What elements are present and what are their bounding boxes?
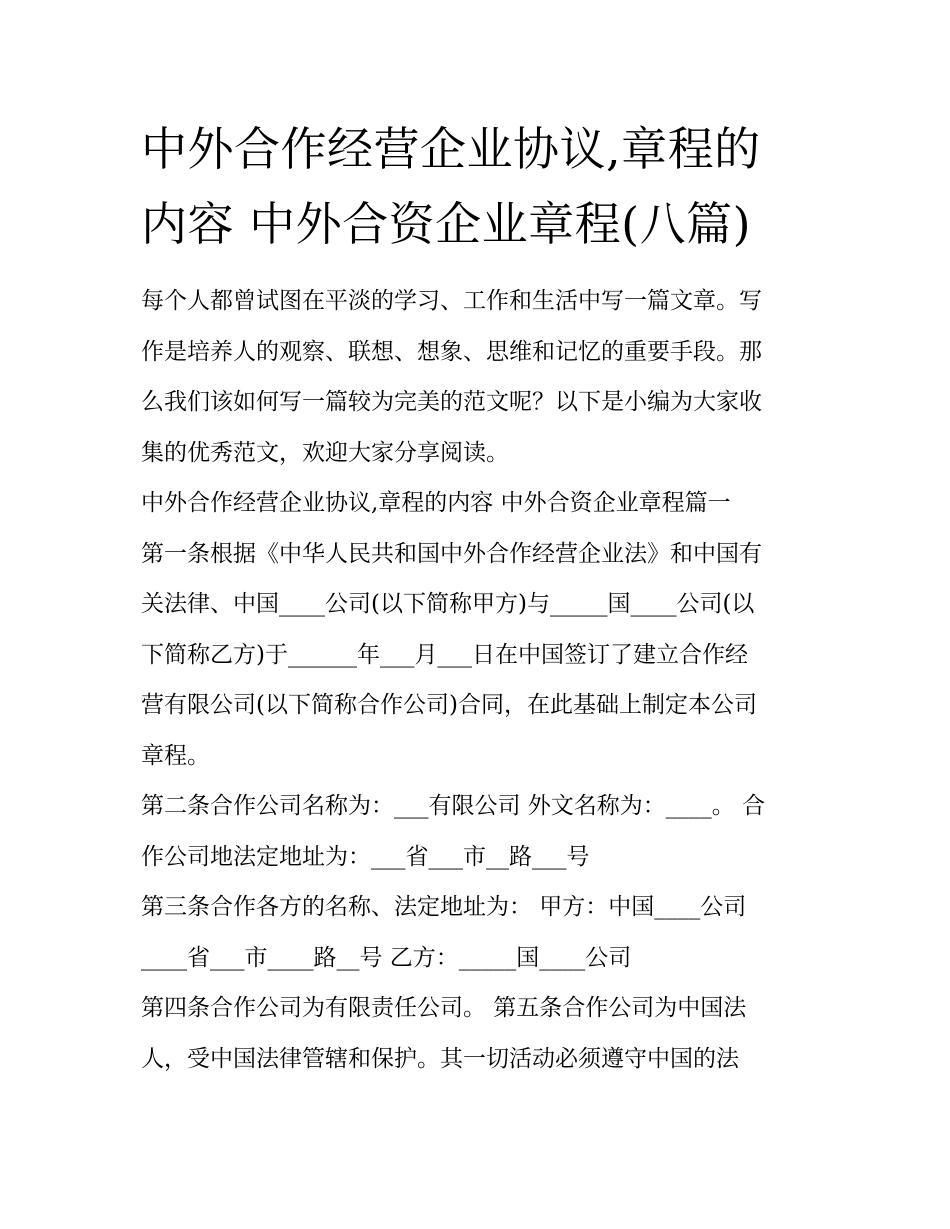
body-line: 关法律、中国____公司(以下简称甲方)与_____国____公司(以 bbox=[141, 591, 755, 617]
body-line: ____省___市____路__号 乙方：_____国____公司 bbox=[141, 944, 632, 971]
title-line: 内容 中外合资企业章程(八篇) bbox=[141, 197, 752, 251]
body-line: 作是培养人的观察、联想、想象、思维和记忆的重要手段。那 bbox=[141, 338, 762, 365]
section-heading: 中外合作经营企业协议,章程的内容 中外合资企业章程篇一 bbox=[141, 490, 731, 516]
body-line: 营有限公司(以下简称合作公司)合同，在此基础上制定本公司 bbox=[141, 692, 757, 718]
body-line: 第三条合作各方的名称、法定地址为： 甲方：中国____公司 bbox=[141, 894, 747, 920]
title-line: 中外合作经营企业协议,章程的 bbox=[141, 122, 761, 176]
document-page bbox=[141, 112, 831, 1084]
document-body bbox=[141, 276, 831, 1084]
body-line: 人，受中国法律管辖和保护。其一切活动必须遵守中国的法 bbox=[141, 1045, 739, 1072]
body-line: 章程。 bbox=[141, 742, 210, 769]
body-line: 第一条根据《中华人民共和国中外合作经营企业法》和中国有 bbox=[141, 540, 762, 567]
body-line: 第四条合作公司为有限责任公司。 第五条合作公司为中国法 bbox=[141, 995, 747, 1021]
body-line: 集的优秀范文，欢迎大家分享阅读。 bbox=[141, 439, 509, 466]
body-line: 么我们该如何写一篇较为完美的范文呢？以下是小编为大家收 bbox=[141, 389, 762, 415]
body-line: 下简称乙方)于______年___月___日在中国签订了建立合作经 bbox=[141, 641, 748, 668]
body-line: 作公司地法定地址为：___省___市__路___号 bbox=[141, 843, 590, 870]
body-line: 每个人都曾试图在平淡的学习、工作和生活中写一篇文章。写 bbox=[141, 288, 762, 314]
body-line: 第二条合作公司名称为：___有限公司 外文名称为：____。 合 bbox=[141, 793, 766, 819]
document-title bbox=[141, 112, 831, 262]
